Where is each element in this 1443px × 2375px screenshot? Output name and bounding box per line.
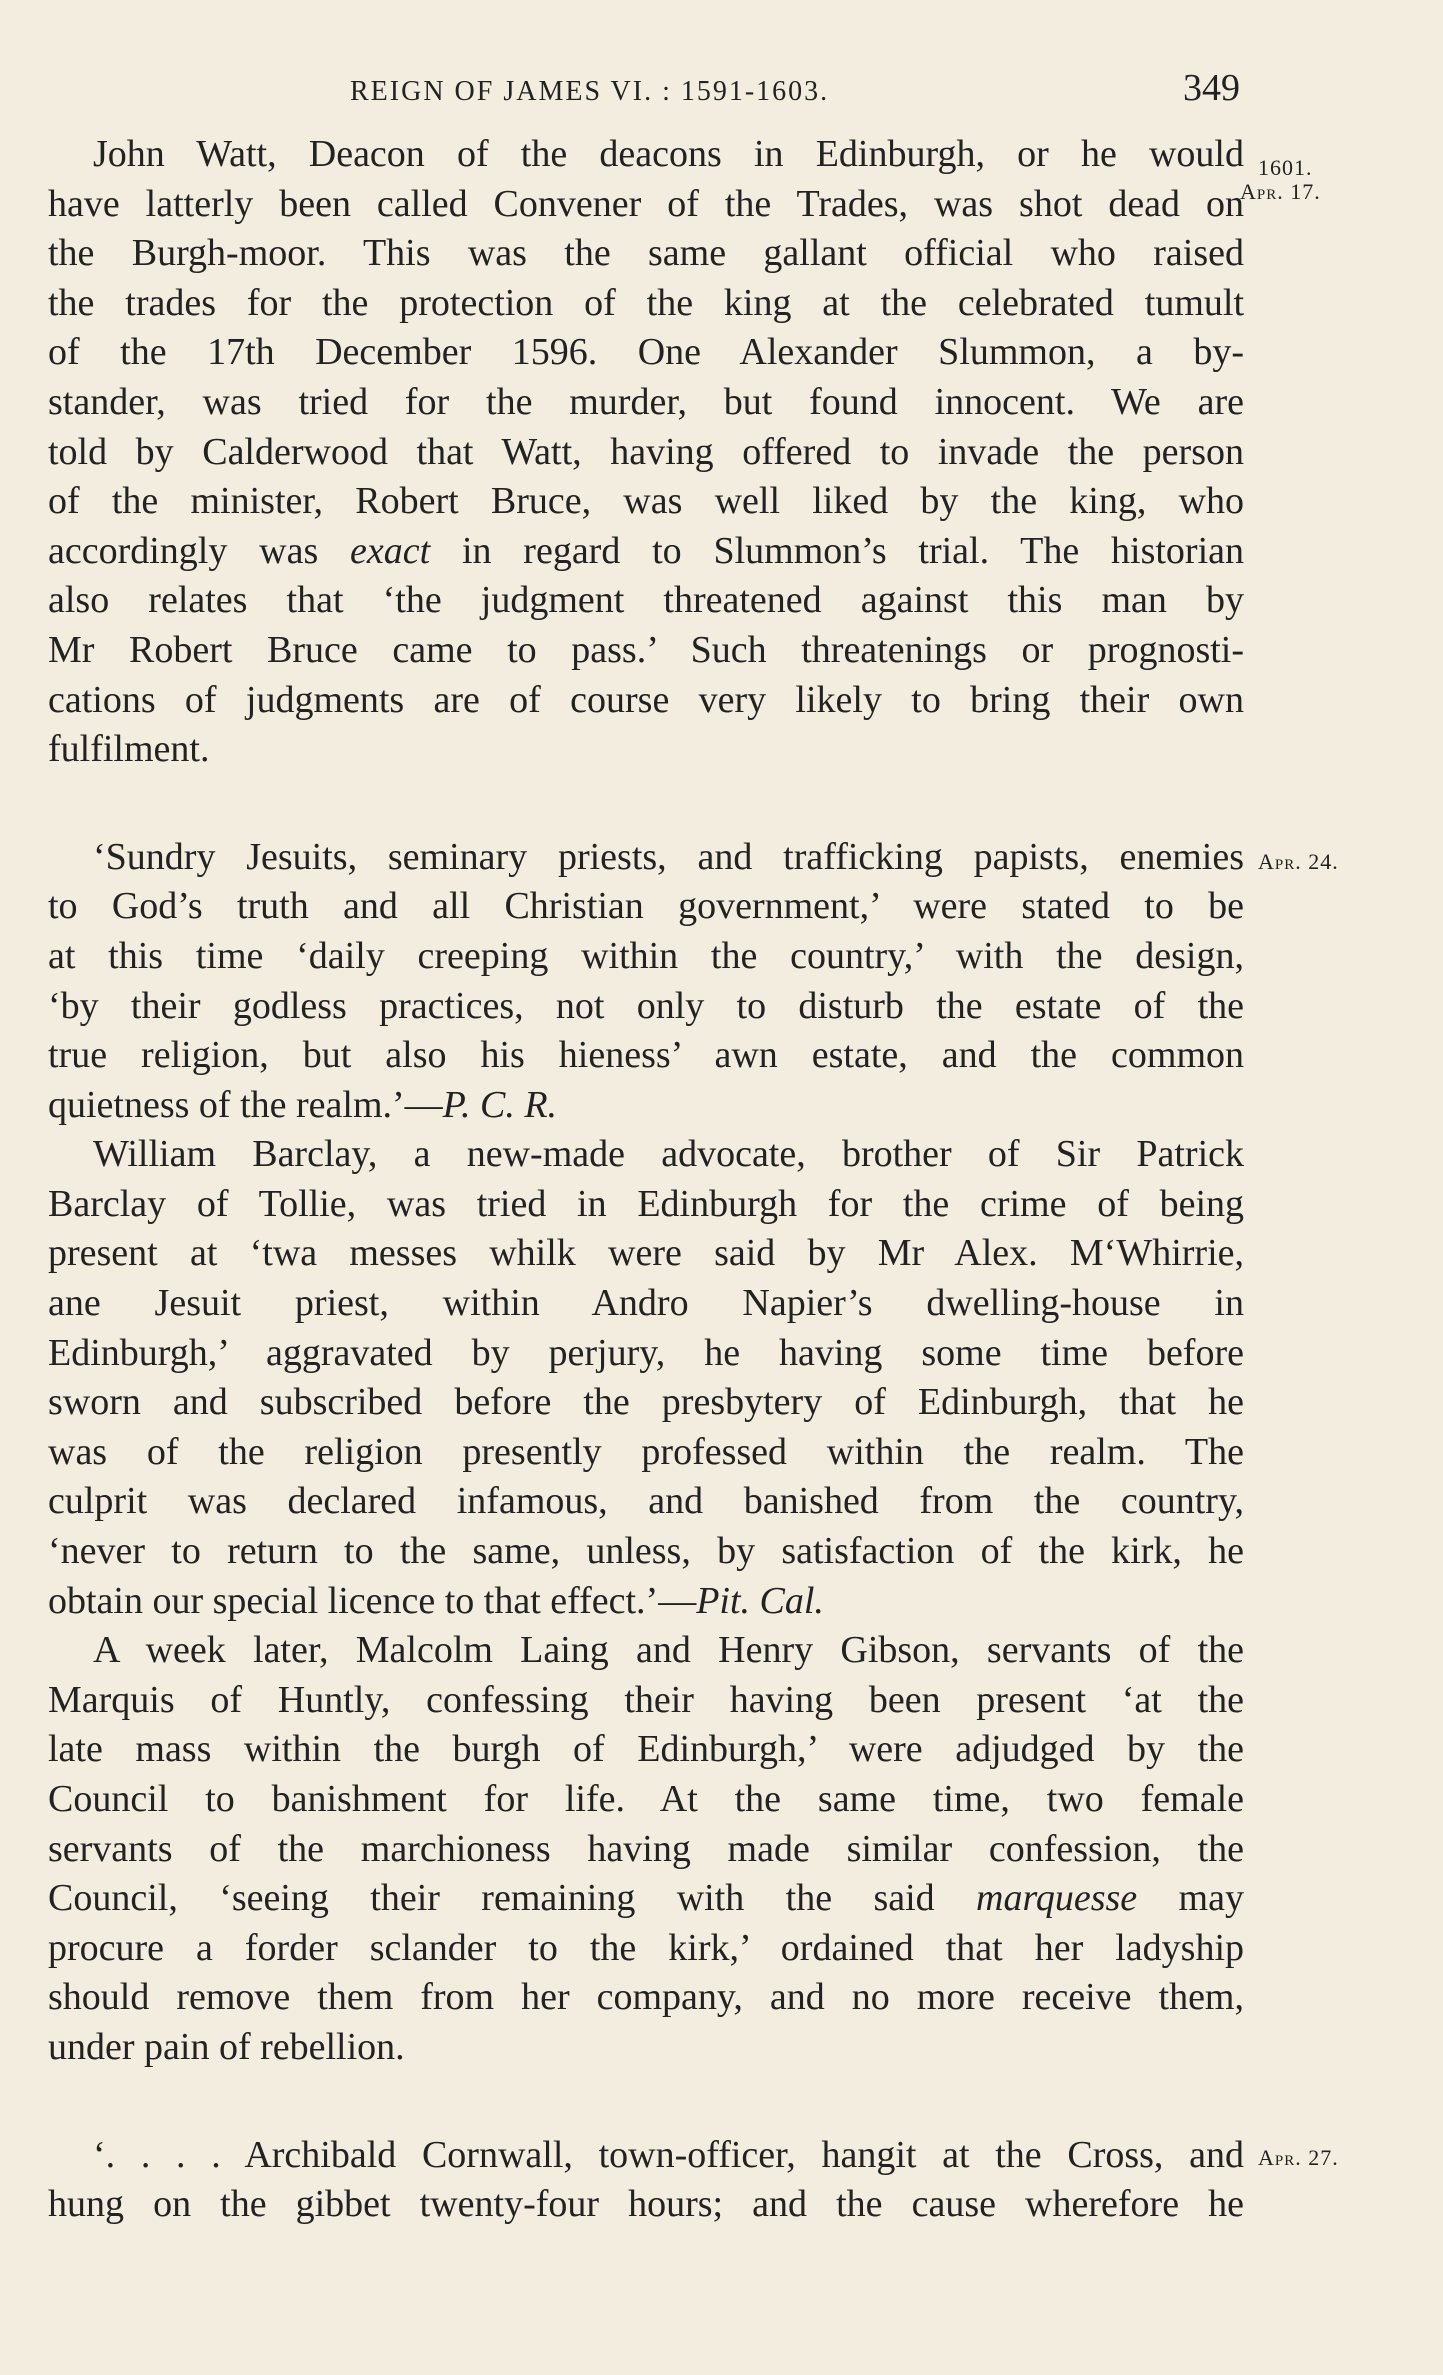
text-line: ‘Sundry Jesuits, seminary priests, and trafficking papists, enemies — [93, 835, 1244, 878]
source-citation: Pit. Cal. — [696, 1579, 824, 1622]
text-line — [48, 1577, 1244, 1627]
text-line — [48, 1874, 1244, 1924]
text-line — [48, 527, 1244, 577]
paragraph-jesuits — [48, 833, 1244, 1131]
page-number: 349 — [1183, 67, 1240, 109]
text-run: may — [1137, 1877, 1244, 1920]
text-line: Council to banishment for life. At the same time, two female — [48, 1778, 1244, 1820]
text-line: Marquis of Huntly, confessing their having been present ‘at the — [48, 1678, 1244, 1721]
text-line: under pain of rebellion. — [48, 2025, 405, 2068]
text-line: cations of judgments are of course very likely to bring their own — [48, 678, 1244, 721]
text-run: obtain our special licence to that effect.’— — [48, 1579, 697, 1622]
text-line: told by Calderwood that Watt, having offered to invade the person — [48, 430, 1244, 473]
running-title: REIGN OF JAMES VI. : 1591-1603. — [350, 76, 830, 107]
text-line: hung on the gibbet twenty-four hours; and the cause wherefore he — [48, 2183, 1244, 2226]
text-line: servants of the marchioness having made similar confession, the — [48, 1827, 1244, 1870]
text-line: late mass within the burgh of Edinburgh,’ were adjudged by the — [48, 1728, 1244, 1771]
text-run: in regard to Slummon’s trial. The historian — [430, 529, 1245, 572]
italic-word: exact — [350, 529, 431, 572]
text-line: of the minister, Robert Bruce, was well liked by the king, who — [48, 480, 1244, 523]
paragraph-watt — [48, 130, 1244, 775]
text-line: A week later, Malcolm Laing and Henry Gibson, servants of the — [93, 1629, 1244, 1672]
italic-word: marquesse — [976, 1877, 1138, 1920]
source-citation: P. C. R. — [442, 1083, 558, 1126]
text-line: at this time ‘daily creeping within the country,’ with the design, — [48, 934, 1244, 977]
text-line — [48, 1081, 1244, 1131]
text-line: Barclay of Tollie, was tried in Edinburgh for the crime of being — [48, 1182, 1244, 1225]
text-run: Council, ‘seeing their remaining with the said — [48, 1877, 977, 1920]
text-line: Mr Robert Bruce came to pass.’ Such threatenings or prognosti- — [48, 628, 1244, 671]
margin-note-apr-17 — [1240, 155, 1321, 204]
text-run: accordingly was — [48, 529, 351, 572]
text-line: the trades for the protection of the king at the celebrated tumult — [48, 281, 1244, 324]
text-line: procure a forder sclander to the kirk,’ ordained that her ladyship — [48, 1926, 1244, 1969]
text-line: have latterly been called Convener of the Trades, was shot dead on — [48, 182, 1244, 225]
text-line: sworn and subscribed before the presbytery of Edinburgh, that he — [48, 1381, 1244, 1424]
margin-note-apr-24: Apr. 24. — [1258, 849, 1339, 874]
text-line: culprit was declared infamous, and banished from the country, — [48, 1480, 1244, 1523]
text-line: the Burgh-moor. This was the same gallant official who raised — [48, 232, 1244, 275]
paragraph-barclay — [48, 1130, 1244, 1626]
text-line: to God’s truth and all Christian government,’ were stated to be — [48, 885, 1244, 928]
text-line: should remove them from her company, and no more receive them, — [48, 1976, 1244, 2019]
text-line: true religion, but also his hieness’ awn estate, and the common — [48, 1034, 1244, 1077]
running-head — [290, 60, 1260, 120]
text-line: was of the religion presently professed within the realm. The — [48, 1430, 1244, 1473]
text-line: Edinburgh,’ aggravated by perjury, he having some time before — [48, 1331, 1244, 1374]
text-line: ‘by their godless practices, not only to disturb the estate of the — [48, 984, 1244, 1027]
text-line: fulfilment. — [48, 728, 210, 771]
text-line: ane Jesuit priest, within Andro Napier’s dwelling-house in — [48, 1282, 1244, 1325]
text-line: of the 17th December 1596. One Alexander Slummon, a by- — [48, 331, 1244, 374]
body-text — [48, 130, 1244, 2230]
margin-note-year: 1601. — [1258, 155, 1313, 180]
text-line: stander, was tried for the murder, but found innocent. We are — [48, 380, 1244, 423]
text-line: also relates that ‘the judgment threatened against this man by — [48, 579, 1244, 622]
text-run: quietness of the realm.’— — [48, 1083, 443, 1126]
text-line: ‘never to return to the same, unless, by satisfaction of the kirk, he — [48, 1530, 1244, 1573]
paragraph-laing-gibson — [48, 1626, 1244, 2072]
margin-note-apr-27: Apr. 27. — [1258, 2145, 1339, 2170]
margin-note-date: Apr. 17. — [1240, 179, 1321, 204]
text-line: ‘. . . . Archibald Cornwall, town-officer, hangit at the Cross, and — [93, 2133, 1244, 2176]
text-line: present at ‘twa messes whilk were said by Mr Alex. M‘Whirrie, — [48, 1232, 1244, 1275]
text-line: John Watt, Deacon of the deacons in Edinburgh, or he would — [93, 133, 1244, 175]
text-line: William Barclay, a new-made advocate, brother of Sir Patrick — [93, 1133, 1244, 1176]
paragraph-cornwall — [48, 2131, 1244, 2230]
